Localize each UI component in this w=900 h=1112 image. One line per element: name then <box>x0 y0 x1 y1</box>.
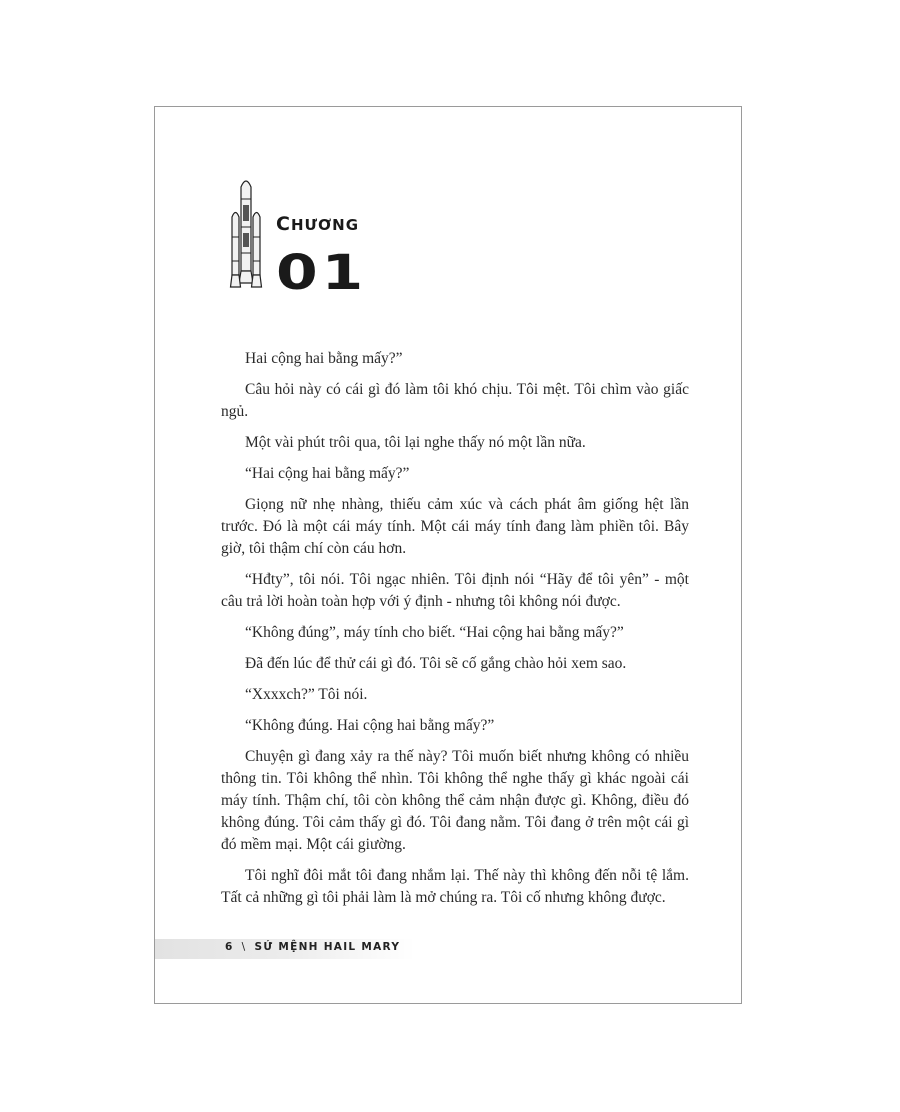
page-number: 6 <box>225 941 234 953</box>
running-title: SỨ MỆNH HAIL MARY <box>254 941 401 953</box>
rocket-icon <box>226 175 266 293</box>
paragraph: “Không đúng. Hai cộng hai bằng mấy?” <box>245 717 495 734</box>
paragraph: Một vài phút trôi qua, tôi lại nghe thấy nó một lần nữa. <box>245 434 586 451</box>
footer-separator: \ <box>241 941 247 953</box>
paragraph: Giọng nữ nhẹ nhàng, thiếu cảm xúc và cách phát âm giống hệt lần trước. Đó là một cái máy tính. Một cái máy tính đang làm phiền tôi. Bây giờ, tôi thậm chí còn cáu hơn. <box>221 496 689 557</box>
paragraph: Hai cộng hai bằng mấy?” <box>245 350 403 367</box>
paragraph: Đã đến lúc để thử cái gì đó. Tôi sẽ cố gắng chào hỏi xem sao. <box>245 655 627 672</box>
chapter-number: 01 <box>276 245 367 301</box>
paragraph: Chuyện gì đang xảy ra thế này? Tôi muốn biết nhưng không có nhiều thông tin. Tôi không thể nhìn. Tôi không thể nghe thấy gì khác ngoài cái máy tính. Thậm chí, tôi còn không thể cảm nhận được gì. Không, điều đó không đúng. Tôi cảm thấy gì đó. Tôi đang nằm. Tôi đang ở trên một cái gì đó mềm mại. Một cái giường. <box>221 748 689 853</box>
book-page <box>154 106 742 1004</box>
chapter-label-initial: C <box>276 213 291 235</box>
page-footer <box>225 941 400 953</box>
body-text <box>221 348 689 918</box>
paragraph: “Hđty”, tôi nói. Tôi ngạc nhiên. Tôi định nói “Hãy để tôi yên” - một câu trả lời hoàn toàn hợp với ý định - nhưng tôi không nói được. <box>221 571 689 610</box>
paragraph: Câu hỏi này có cái gì đó làm tôi khó chịu. Tôi mệt. Tôi chìm vào giấc ngủ. <box>221 381 689 420</box>
paragraph: “Hai cộng hai bằng mấy?” <box>245 465 410 482</box>
chapter-label <box>276 213 359 235</box>
paragraph: “Xxxxch?” Tôi nói. <box>245 686 368 703</box>
chapter-label-rest: HƯƠNG <box>290 216 360 234</box>
paragraph: “Không đúng”, máy tính cho biết. “Hai cộng hai bằng mấy?” <box>245 624 624 641</box>
paragraph: Tôi nghĩ đôi mắt tôi đang nhắm lại. Thế này thì không đến nỗi tệ lắm. Tất cả những gì tôi phải làm là mở chúng ra. Tôi cố nhưng không được. <box>221 867 689 906</box>
